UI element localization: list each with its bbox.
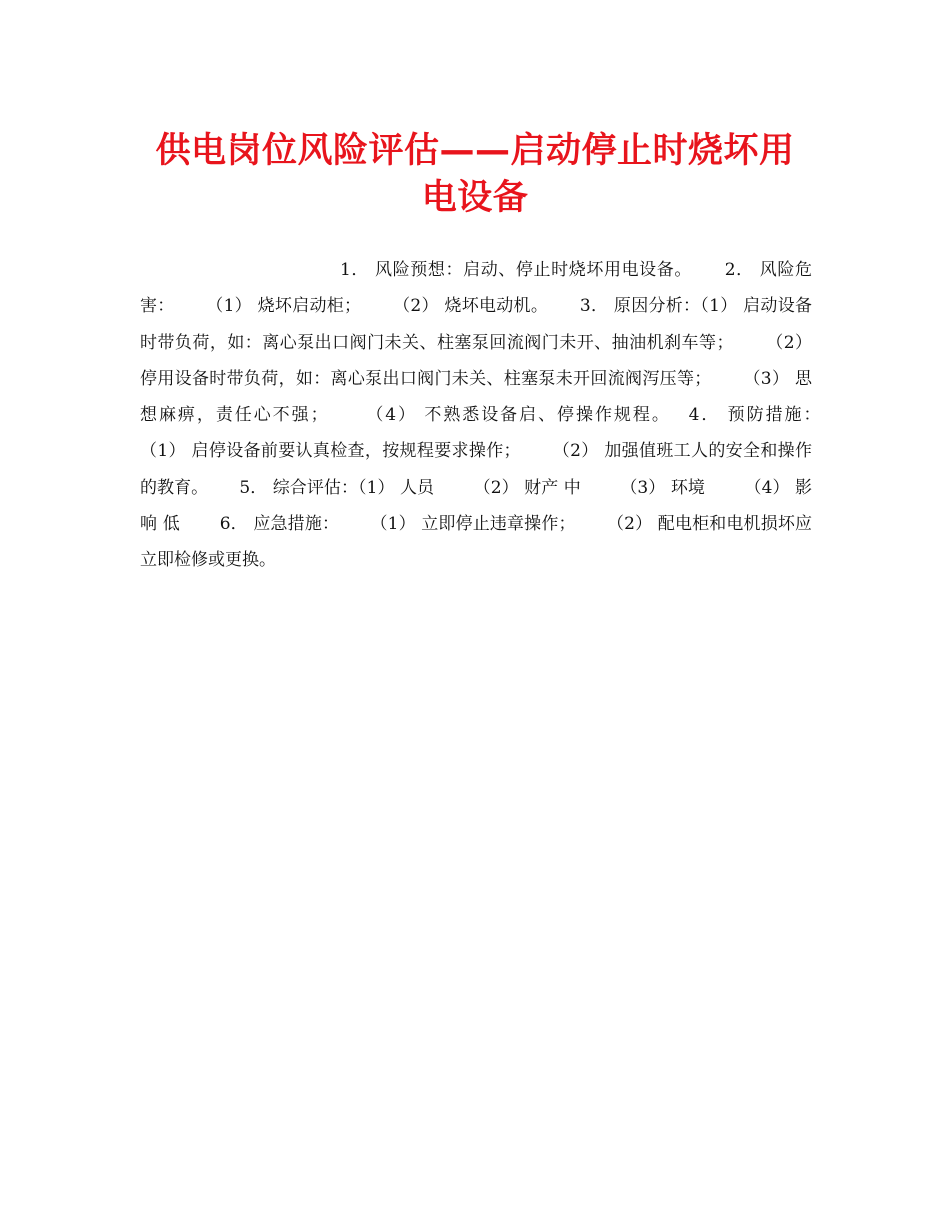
document-body [140, 252, 852, 579]
document-body-text: 1． 风险预想：启动、停止时烧坏用电设备。 2． 风险危害： （1） 烧坏启动柜； （2） 烧坏电动机。 3． 原因分析：（1） 启动设备时带负荷，如：离心泵出口阀门未关、柱塞泵回流阀门未开、抽油机刹车等； （2） 停用设备时带负荷，如：离心泵出口阀门未关、柱塞泵未开回流阀泻压等； （3） 思想麻痹，责任心不强； （4） 不熟悉设备启、停操作规程。 4． 预防措施： （1） 启停设备前要认真检查，按规程要求操作； （2） 加强值班工人的安全和操作的教育。 5． 综合评估：（1） 人员 （2） 财产 中 （3） 环境 （4） 影响 低 6． 应急措施： （1） 立即停止违章操作； （2） 配电柜和电机损坏应立即检修或更换。 [140, 260, 852, 571]
document-title: 供电岗位风险评估——启动停止时烧坏用电设备 [155, 131, 795, 218]
